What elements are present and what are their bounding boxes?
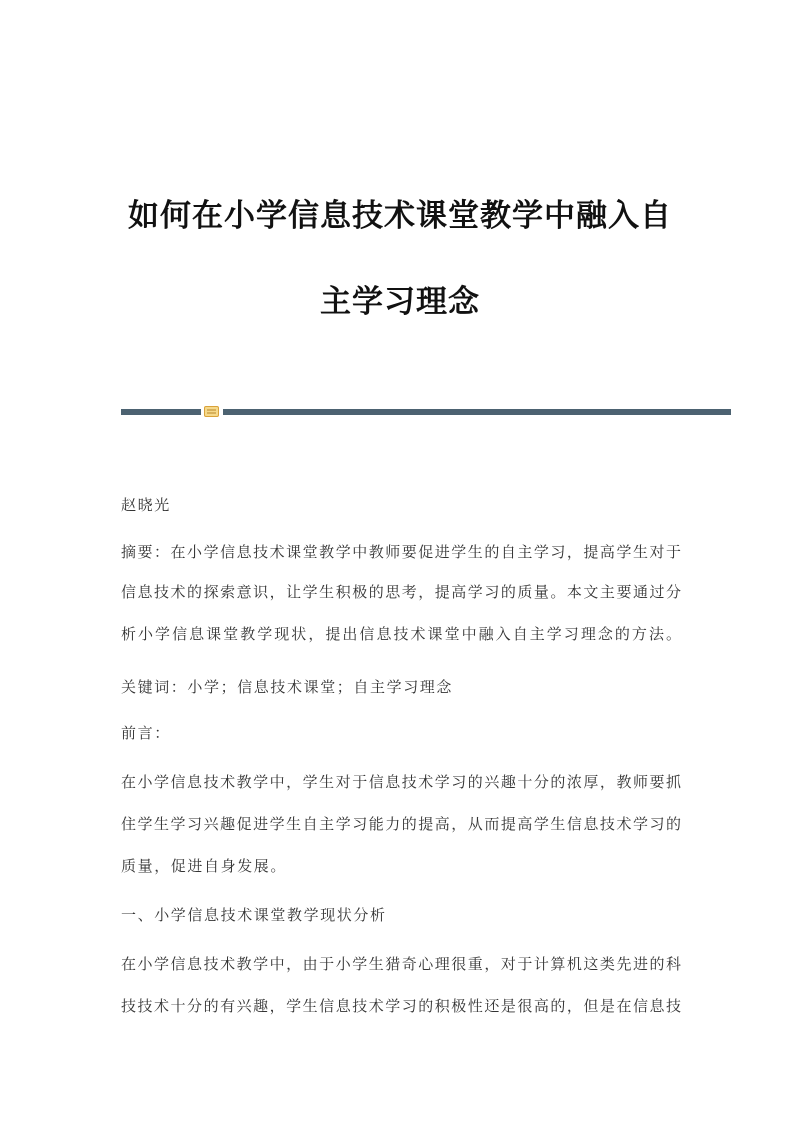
preface-heading-text: 前言：	[121, 724, 171, 742]
preface-line: 在小学信息技术教学中，学生对于信息技术学习的兴趣十分的浓厚，教师要抓	[121, 773, 683, 791]
abstract-line: 析小学信息课堂教学现状，提出信息技术课堂中融入自主学习理念的方法。	[121, 625, 684, 643]
title-line-2: 主学习理念	[320, 284, 480, 320]
preface-line: 住学生学习兴趣促进学生自主学习能力的提高，从而提高学生信息技术学习的	[121, 815, 683, 833]
divider-left	[121, 409, 201, 415]
section1-line: 在小学信息技术教学中，由于小学生猎奇心理很重，对于计算机这类先进的科	[121, 955, 683, 973]
preface-line: 质量，促进自身发展。	[121, 857, 288, 875]
author-name: 赵晓光	[121, 496, 171, 514]
keywords-text: 关键词：小学；信息技术课堂；自主学习理念	[121, 678, 454, 696]
divider-ornament-icon	[204, 406, 219, 417]
section1-line: 技技术十分的有兴趣，学生信息技术学习的积极性还是很高的，但是在信息技	[121, 997, 683, 1015]
divider-right	[223, 409, 731, 415]
section1-heading-text: 一、小学信息技术课堂教学现状分析	[121, 906, 387, 924]
abstract-line: 信息技术的探索意识，让学生积极的思考，提高学习的质量。本文主要通过分	[121, 583, 683, 601]
title-line-1: 如何在小学信息技术课堂教学中融入自	[128, 198, 672, 234]
abstract-line: 摘要：在小学信息技术课堂教学中教师要促进学生的自主学习，提高学生对于	[121, 543, 683, 561]
